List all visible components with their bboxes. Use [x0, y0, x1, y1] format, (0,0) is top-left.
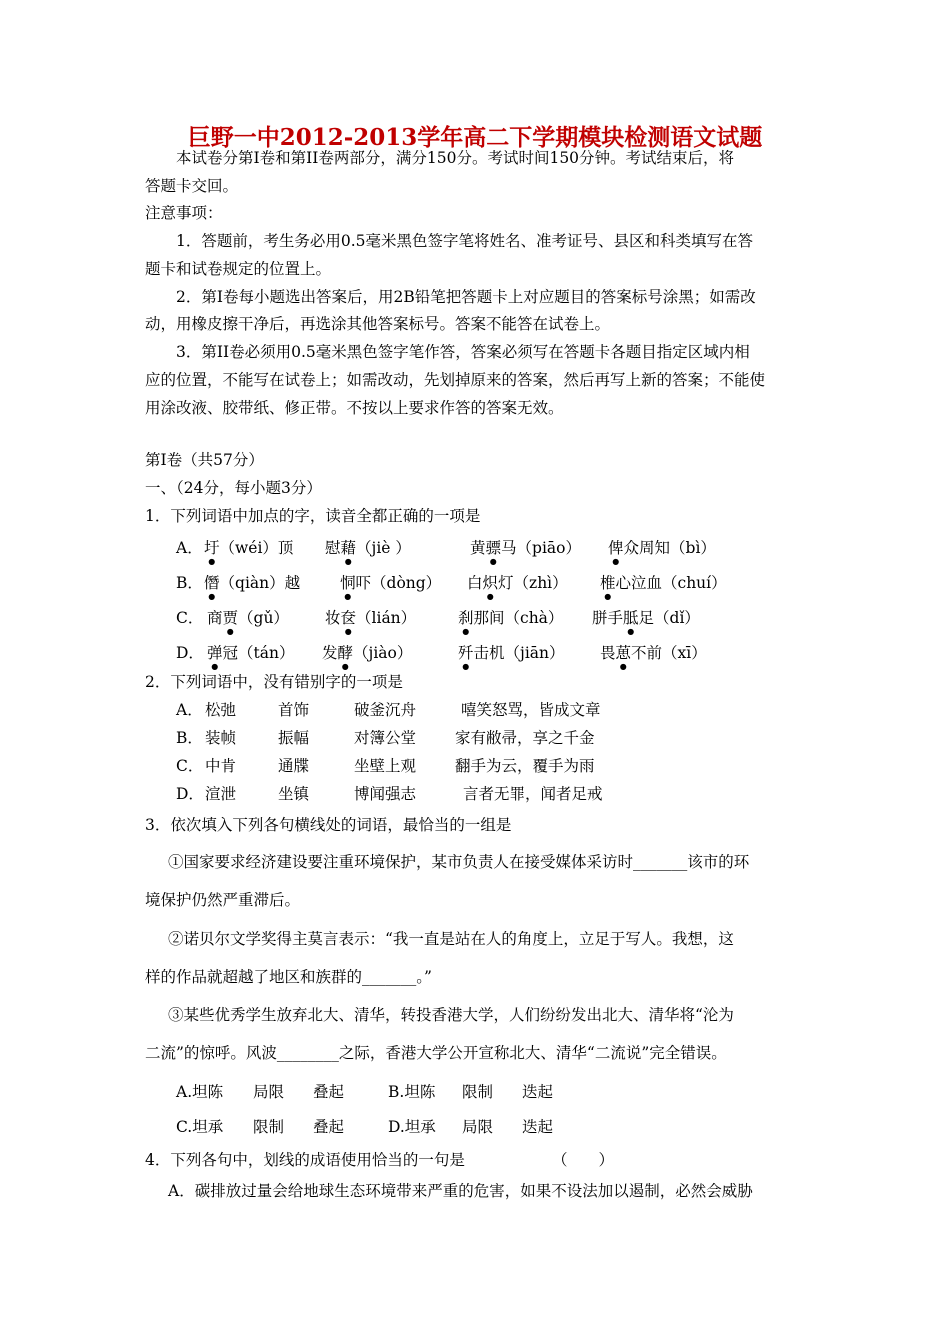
part-heading: 一、（24分，每小题3分） — [145, 479, 322, 497]
q3-option-c-word-3: 叠起 — [313, 1118, 345, 1136]
q1-a-word-4: 俾众周知（bì） — [608, 539, 716, 557]
dotted-char: 酵 — [337, 644, 354, 662]
option-label: B． — [176, 729, 203, 747]
dotted-char: 弹 — [207, 644, 223, 662]
dotted-char: 贾 — [222, 609, 239, 627]
q3-option-d-word-2: 局限 — [462, 1118, 494, 1136]
option-label: A． — [176, 701, 203, 719]
notice-item-2a: 2．第Ⅰ卷每小题选出答案后，用2B铅笔把答题卡上对应题目的答案标号涂黑；如需改 — [176, 288, 756, 306]
section-heading: 第Ⅰ卷（共57分） — [145, 451, 264, 469]
q1-c-word-2: 妆奁（lián） — [325, 609, 417, 627]
q3-option-c: C.坦承 — [176, 1118, 224, 1136]
dotted-char: 歼 — [458, 644, 474, 662]
q3-option-a-word-3: 叠起 — [313, 1083, 345, 1101]
notice-item-1a: 1．答题前，考生务必用0.5毫米黑色签字笔将姓名、准考证号、县区和科类填写在答 — [176, 232, 754, 250]
q3-option-a: A.坦陈 — [176, 1083, 224, 1101]
q2-c-word-4: 翻手为云，覆手为雨 — [455, 757, 595, 775]
q1-c-word-4: 胼手胝足（dǐ） — [592, 609, 700, 627]
q1-c-word-3: 刹那间（chà） — [458, 609, 564, 627]
q3-option-b-word-3: 迭起 — [522, 1083, 554, 1101]
dotted-char: 奁 — [340, 609, 357, 627]
option-label: C． — [176, 609, 204, 627]
q2-a-word-1: 松弛 — [205, 701, 237, 719]
q3-option-d: D.坦承 — [388, 1118, 436, 1136]
q3-option-a-word-2: 局限 — [253, 1083, 285, 1101]
q1-b-word-3: 白炽灯（zhì） — [467, 574, 568, 592]
q2-c-word-1: 中肯 — [205, 757, 237, 775]
dotted-char: 俾 — [608, 539, 624, 557]
dotted-char: 胝 — [623, 609, 639, 627]
q1-a-word-3: 黄骠马（piāo） — [470, 539, 581, 557]
question-3-stem: 3．依次填入下列各句横线处的词语，最恰当的一组是 — [145, 816, 512, 834]
q1-d-word-1: 弹冠（tán） — [207, 644, 295, 662]
q2-c-word-2: 通牒 — [278, 757, 310, 775]
q3-sentence-3a: ③某些优秀学生放弃北大、清华，转投香港大学，人们纷纷发出北大、清华将“沦为 — [168, 1006, 734, 1024]
intro-line-1: 本试卷分第Ⅰ卷和第II卷两部分，满分150分。考试时间150分钟。考试结束后，将 — [176, 149, 735, 167]
question-1-stem: 1．下列词语中加点的字，读音全都正确的一项是 — [145, 507, 481, 525]
dotted-char: 僭 — [204, 574, 220, 592]
page-title: 巨野一中2012-2013学年高二下学期模块检测语文试题 — [187, 124, 763, 151]
q4-option-a-line-1: A．碳排放过量会给地球生态环境带来严重的危害，如果不设法加以遏制，必然会威胁 — [168, 1182, 753, 1200]
q2-d-word-4: 言者无罪，闻者足戒 — [463, 785, 603, 803]
q2-b-word-2: 振幅 — [278, 729, 310, 747]
q2-d-word-2: 坐镇 — [278, 785, 310, 803]
q3-sentence-1a: ①国家要求经济建设要注重环境保护，某市负责人在接受媒体采访时_______该市的环 — [168, 853, 750, 871]
dotted-char: 椎 — [600, 574, 616, 592]
notice-item-2b: 动，用橡皮擦干净后，再选涂其他答案标号。答案不能答在试卷上。 — [145, 315, 611, 333]
notice-item-3c: 用涂改液、胶带纸、修正带。不按以上要求作答的答案无效。 — [145, 399, 564, 417]
q3-option-c-word-2: 限制 — [253, 1118, 285, 1136]
q3-sentence-2a: ②诺贝尔文学奖得主莫言表示：“我一直是站在人的角度上，立足于写人。我想，这 — [168, 930, 734, 948]
q3-option-b-word-2: 限制 — [462, 1083, 494, 1101]
option-label: D． — [176, 785, 204, 803]
q2-a-word-2: 首饰 — [278, 701, 310, 719]
answer-parenthesis: （ ） — [552, 1151, 615, 1169]
q2-a-word-4: 嘻笑怒骂，皆成文章 — [461, 701, 601, 719]
q1-d-word-3: 歼击机（jiān） — [458, 644, 565, 662]
notice-item-1b: 题卡和试卷规定的位置上。 — [145, 260, 332, 278]
q1-a-word-1: 圩（wéi）顶 — [204, 539, 294, 557]
option-label: D． — [176, 644, 204, 662]
q3-option-d-word-3: 迭起 — [522, 1118, 554, 1136]
q1-c-word-1: 商贾（gǔ） — [207, 609, 289, 627]
dotted-char: 炽 — [482, 574, 499, 592]
q1-d-word-4: 畏葸不前（xī） — [600, 644, 707, 662]
dotted-char: 恫 — [340, 574, 356, 592]
intro-line-2: 答题卡交回。 — [145, 177, 239, 195]
dotted-char: 骠 — [485, 539, 502, 557]
q1-a-word-2: 慰藉（jiè ） — [325, 539, 411, 557]
q2-d-word-3: 博闻强志 — [354, 785, 417, 803]
q1-b-word-4: 椎心泣血（chuí） — [600, 574, 727, 592]
q3-sentence-3b: 二流”的惊呼。风波________之际，香港大学公开宣称北大、清华“二流说”完全错误。 — [145, 1044, 727, 1062]
q1-d-word-2: 发酵（jiào） — [322, 644, 413, 662]
q1-b-word-2: 恫吓（dòng） — [340, 574, 442, 592]
dotted-char: 圩 — [204, 539, 220, 557]
dotted-char: 刹 — [458, 609, 474, 627]
dotted-char: 葸 — [615, 644, 632, 662]
q2-b-word-1: 装帧 — [205, 729, 237, 747]
question-2-stem: 2．下列词语中，没有错别字的一项是 — [145, 673, 403, 691]
q3-option-b: B.坦陈 — [388, 1083, 436, 1101]
option-label: C． — [176, 757, 204, 775]
notice-item-3b: 应的位置，不能写在试卷上；如需改动，先划掉原来的答案，然后再写上新的答案；不能使 — [145, 371, 766, 389]
q2-b-word-3: 对簿公堂 — [354, 729, 417, 747]
question-4-stem: 4．下列各句中，划线的成语使用恰当的一句是 — [145, 1151, 465, 1169]
q3-sentence-2b: 样的作品就超越了地区和族群的_______。” — [145, 968, 432, 986]
option-label: A． — [176, 539, 203, 557]
q1-b-word-1: 僭（qiàn）越 — [204, 574, 301, 592]
option-label: B． — [176, 574, 203, 592]
notice-item-3a: 3．第II卷必须用0.5毫米黑色签字笔作答，答案必须写在答题卡各题目指定区域内相 — [176, 343, 750, 361]
q2-d-word-1: 渲泄 — [205, 785, 237, 803]
q2-c-word-3: 坐壁上观 — [354, 757, 417, 775]
q2-a-word-3: 破釜沉舟 — [354, 701, 417, 719]
notice-heading: 注意事项： — [145, 204, 223, 222]
q3-sentence-1b: 境保护仍然严重滞后。 — [145, 891, 301, 909]
dotted-char: 藉 — [340, 539, 357, 557]
q2-b-word-4: 家有敝帚，享之千金 — [455, 729, 595, 747]
